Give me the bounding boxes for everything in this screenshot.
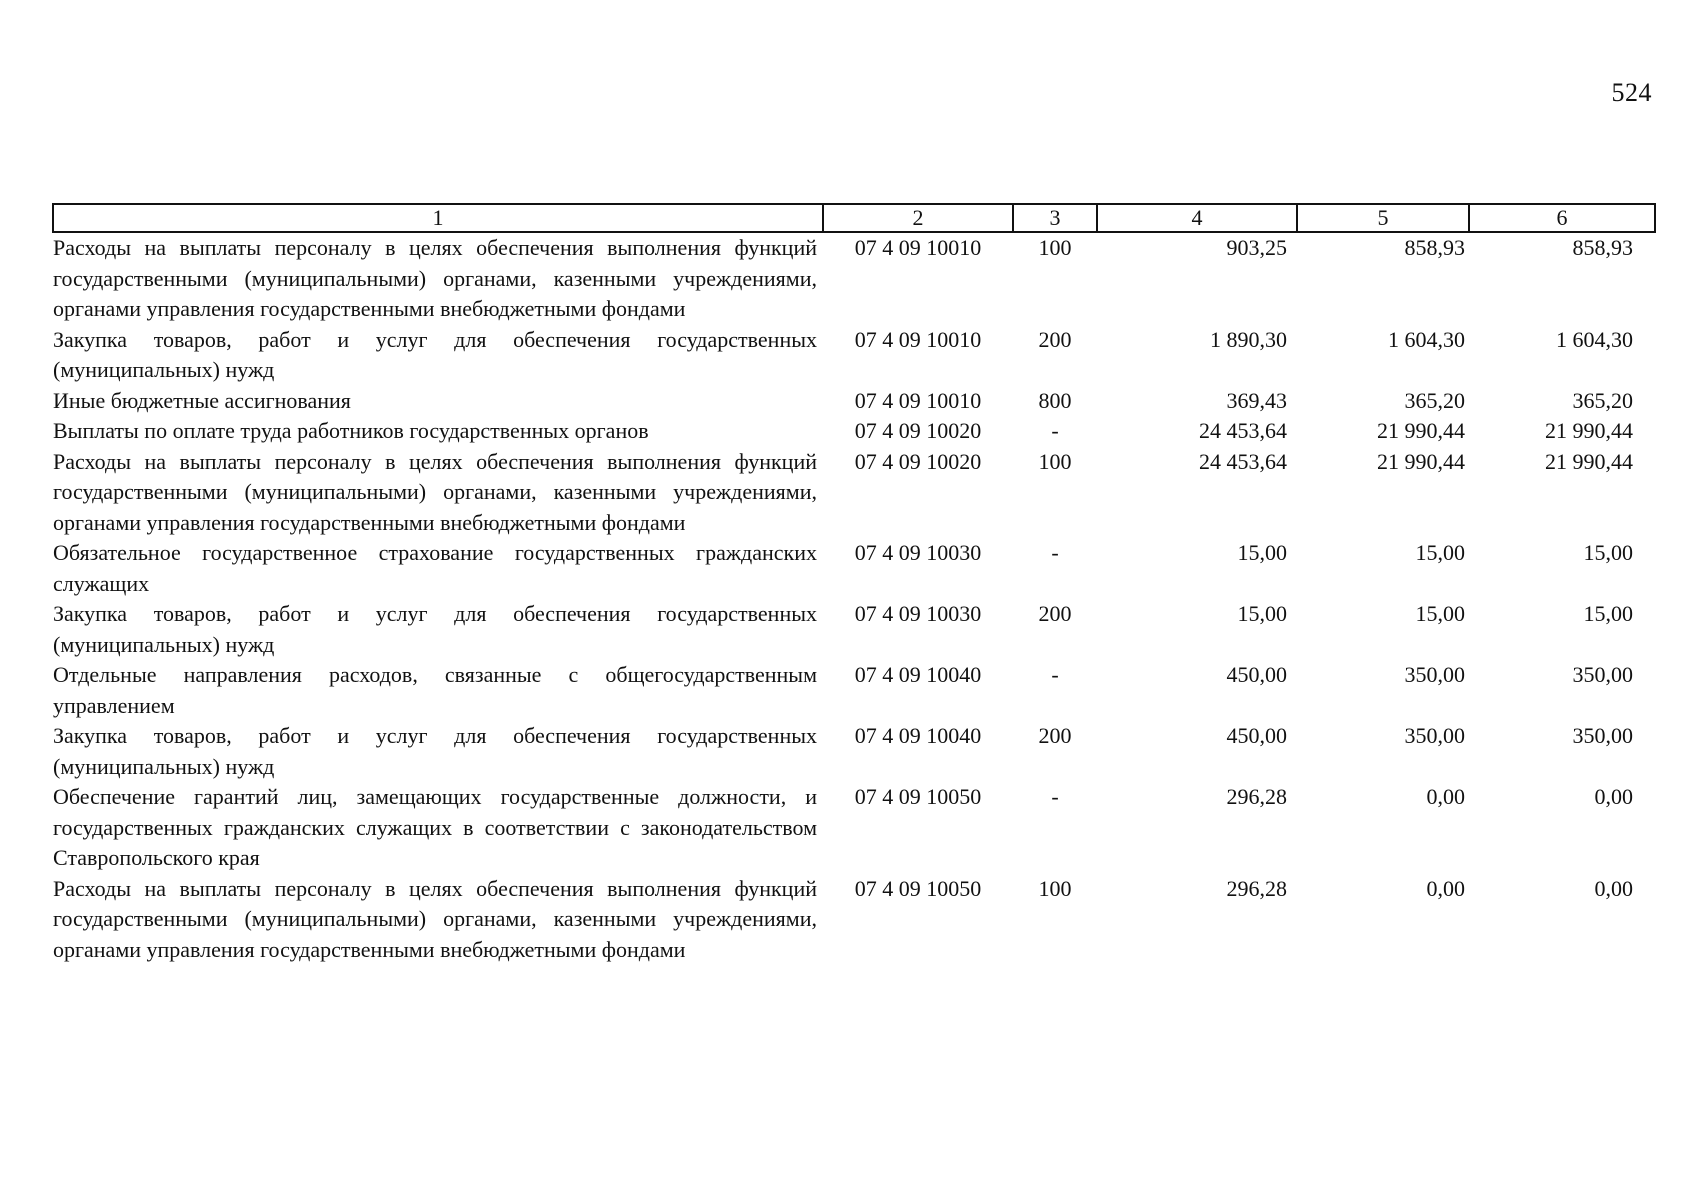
amount-col-4: 369,43: [1226, 387, 1287, 413]
amount-col-5: 21 990,44: [1377, 418, 1465, 443]
expense-type-code: 200: [1038, 601, 1072, 626]
expense-name: Расходы на выплаты персоналу в целях обеспечения выполнения функций государственными (муниципальными) органами, казенными учреждениями, органами управления государственными внебюджетными фондами: [53, 448, 817, 535]
expense-type-code: -: [1051, 662, 1059, 687]
expense-type-code: -: [1051, 784, 1059, 809]
expense-name: Расходы на выплаты персоналу в целях обеспечения выполнения функций государственными (муниципальными) органами, казенными учреждениями, органами управления государственными внебюджетными фондами: [53, 235, 817, 321]
amount-col-4: 450,00: [1226, 662, 1287, 687]
table-row: [53, 416, 1655, 447]
target-article-code: 07 4 09 10030: [854, 540, 982, 565]
table-header: [53, 204, 1655, 232]
amount-col-6: 350,00: [1572, 723, 1633, 748]
table-row: [53, 721, 1655, 782]
amount-col-4: 296,28: [1226, 875, 1287, 901]
expense-type-code: 800: [1038, 387, 1072, 413]
column-header-1: 1: [53, 204, 823, 232]
expense-type-code: 200: [1038, 723, 1072, 748]
target-article-code: 07 4 09 10050: [854, 875, 982, 901]
amount-col-6: 1 604,30: [1556, 326, 1633, 352]
amount-col-5: 350,00: [1404, 723, 1465, 748]
page-number: 524: [1611, 78, 1652, 107]
expense-name: Закупка товаров, работ и услуг для обеспечения государственных (муниципальных) нужд: [53, 601, 817, 657]
target-article-code: 07 4 09 10010: [854, 387, 982, 413]
table-row: [53, 447, 1655, 539]
amount-col-5: 21 990,44: [1377, 448, 1465, 474]
amount-col-4: 450,00: [1226, 723, 1287, 748]
amount-col-4: 296,28: [1226, 784, 1287, 809]
amount-col-6: 15,00: [1583, 601, 1633, 626]
expense-name: Закупка товаров, работ и услуг для обеспечения государственных (муниципальных) нужд: [53, 326, 817, 382]
table-row: [53, 599, 1655, 660]
amount-col-5: 350,00: [1404, 662, 1465, 687]
expense-name: Выплаты по оплате труда работников государственных органов: [53, 418, 649, 443]
header-row: [53, 204, 1655, 232]
table-row: [53, 538, 1655, 599]
amount-col-6: 21 990,44: [1545, 448, 1633, 474]
amount-col-5: 0,00: [1426, 875, 1465, 901]
table-body: [53, 232, 1655, 965]
amount-col-4: 903,25: [1226, 235, 1287, 260]
target-article-code: 07 4 09 10010: [854, 326, 982, 352]
expense-name: Обеспечение гарантий лиц, замещающих государственные должности, и государственных гражданских служащих в соответствии с законодательством Ставропольского края: [53, 784, 817, 870]
amount-col-6: 858,93: [1572, 235, 1633, 260]
column-header-5: 5: [1297, 204, 1469, 232]
budget-table: [52, 203, 1656, 965]
amount-col-4: 1 890,30: [1210, 326, 1287, 352]
target-article-code: 07 4 09 10010: [854, 235, 982, 260]
table-row: [53, 660, 1655, 721]
column-header-6: 6: [1469, 204, 1655, 232]
expense-type-code: 100: [1038, 875, 1072, 901]
amount-col-4: 15,00: [1237, 601, 1287, 626]
expense-type-code: 100: [1038, 448, 1072, 474]
target-article-code: 07 4 09 10020: [854, 418, 982, 443]
column-header-3: 3: [1013, 204, 1097, 232]
amount-col-6: 0,00: [1594, 784, 1633, 809]
expense-type-code: -: [1051, 540, 1059, 565]
expense-type-code: 200: [1038, 326, 1072, 352]
table-row: [53, 325, 1655, 386]
expense-name: Расходы на выплаты персоналу в целях обеспечения выполнения функций государственными (муниципальными) органами, казенными учреждениями, органами управления государственными внебюджетными фондами: [53, 875, 817, 962]
table-row: [53, 386, 1655, 417]
target-article-code: 07 4 09 10050: [854, 784, 982, 809]
amount-col-6: 15,00: [1583, 540, 1633, 565]
target-article-code: 07 4 09 10040: [854, 662, 982, 687]
amount-col-4: 24 453,64: [1199, 418, 1287, 443]
table-row: [53, 232, 1655, 325]
amount-col-5: 15,00: [1415, 601, 1465, 626]
amount-col-5: 365,20: [1404, 387, 1465, 413]
column-header-4: 4: [1097, 204, 1297, 232]
expense-name: Иные бюджетные ассигнования: [53, 387, 351, 413]
amount-col-6: 21 990,44: [1545, 418, 1633, 443]
amount-col-5: 15,00: [1415, 540, 1465, 565]
column-header-2: 2: [823, 204, 1013, 232]
amount-col-6: 0,00: [1594, 875, 1633, 901]
target-article-code: 07 4 09 10030: [854, 601, 982, 626]
amount-col-6: 365,20: [1572, 387, 1633, 413]
amount-col-4: 24 453,64: [1199, 448, 1287, 474]
target-article-code: 07 4 09 10020: [854, 448, 982, 474]
amount-col-4: 15,00: [1237, 540, 1287, 565]
expense-type-code: 100: [1038, 235, 1072, 260]
expense-name: Обязательное государственное страхование государственных гражданских служащих: [53, 540, 817, 596]
expense-name: Закупка товаров, работ и услуг для обеспечения государственных (муниципальных) нужд: [53, 723, 817, 779]
amount-col-5: 858,93: [1404, 235, 1465, 260]
amount-col-5: 0,00: [1426, 784, 1465, 809]
expense-name: Отдельные направления расходов, связанные с общегосударственным управлением: [53, 662, 817, 718]
table-row: [53, 874, 1655, 966]
target-article-code: 07 4 09 10040: [854, 723, 982, 748]
expense-type-code: -: [1051, 418, 1059, 443]
table-row: [53, 782, 1655, 874]
amount-col-5: 1 604,30: [1388, 326, 1465, 352]
amount-col-6: 350,00: [1572, 662, 1633, 687]
